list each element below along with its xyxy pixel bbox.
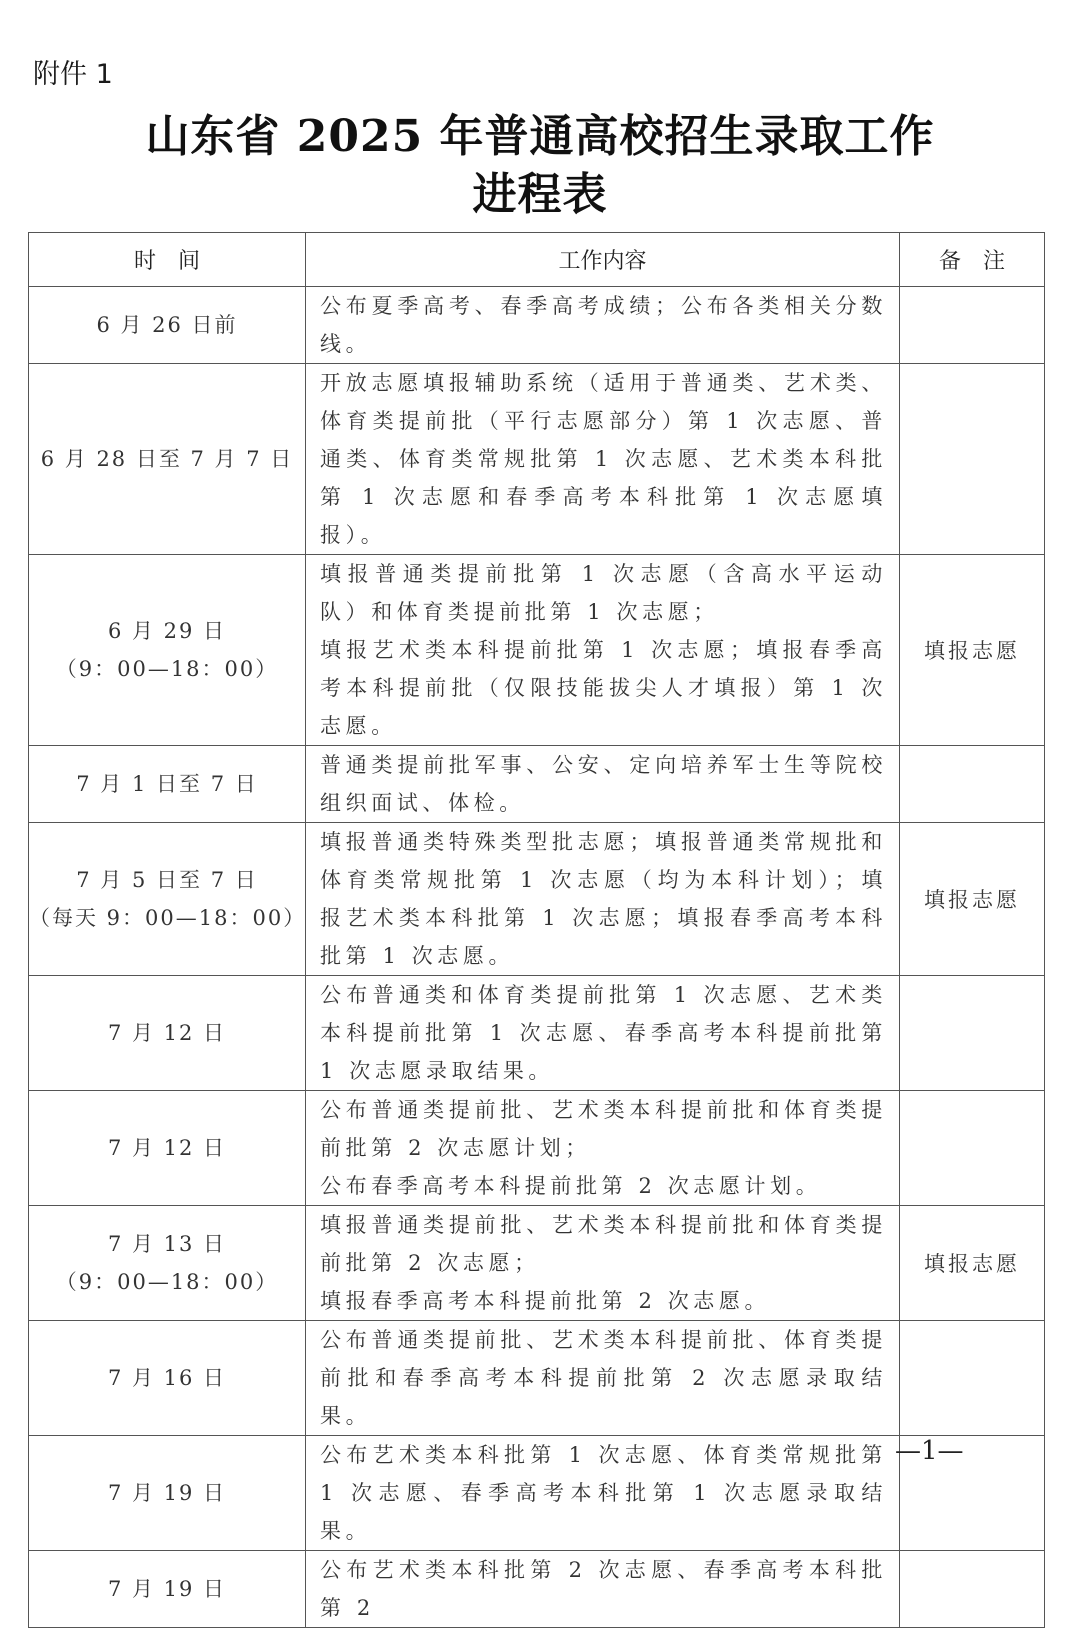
schedule-table bbox=[28, 232, 1045, 1628]
cell-content bbox=[306, 555, 900, 746]
time-line: 7 月 19 日 bbox=[107, 1577, 227, 1601]
table-row bbox=[29, 976, 1045, 1091]
cell-time bbox=[29, 1091, 306, 1206]
cell-content bbox=[306, 287, 900, 364]
time-line: 7 月 16 日 bbox=[107, 1366, 227, 1390]
cell-time bbox=[29, 364, 306, 555]
content-paragraph: 普通类提前批军事、公安、定向培养军士生等院校组织面试、体检。 bbox=[320, 753, 887, 815]
cell-note bbox=[900, 1551, 1045, 1628]
header-time: 时 间 bbox=[29, 233, 306, 287]
time-line: 7 月 12 日 bbox=[107, 1136, 227, 1160]
cell-time bbox=[29, 1436, 306, 1551]
table-row bbox=[29, 1321, 1045, 1436]
cell-content bbox=[306, 1436, 900, 1551]
time-line: （9：00—18：00） bbox=[55, 1270, 279, 1294]
cell-time bbox=[29, 555, 306, 746]
content-paragraph: 开放志愿填报辅助系统（适用于普通类、艺术类、体育类提前批（平行志愿部分）第 1 次志愿、普通类、体育类常规批第 1 次志愿、艺术类本科批第 1 次志愿和春季高考本科批第 1 次志愿填报）。 bbox=[320, 371, 887, 547]
header-content: 工作内容 bbox=[306, 233, 900, 287]
time-line: 7 月 13 日 bbox=[107, 1232, 227, 1256]
table-row bbox=[29, 1091, 1045, 1206]
table-row bbox=[29, 823, 1045, 976]
cell-content bbox=[306, 364, 900, 555]
content-paragraph: 填报艺术类本科提前批第 1 次志愿；填报春季高考本科提前批（仅限技能拔尖人才填报）第 1 次志愿。 bbox=[320, 638, 887, 738]
time-line: 7 月 12 日 bbox=[107, 1021, 227, 1045]
content-paragraph: 填报普通类提前批第 1 次志愿（含高水平运动队）和体育类提前批第 1 次志愿； bbox=[320, 562, 887, 624]
table-row bbox=[29, 555, 1045, 746]
table-row bbox=[29, 364, 1045, 555]
table-row bbox=[29, 287, 1045, 364]
time-line: 7 月 19 日 bbox=[107, 1481, 227, 1505]
content-paragraph: 公布普通类提前批、艺术类本科提前批和体育类提前批第 2 次志愿计划； bbox=[320, 1098, 887, 1160]
cell-note: 填报志愿 bbox=[900, 1206, 1045, 1321]
cell-time bbox=[29, 287, 306, 364]
cell-time bbox=[29, 823, 306, 976]
content-paragraph: 填报春季高考本科提前批第 2 次志愿。 bbox=[320, 1289, 771, 1313]
cell-content bbox=[306, 746, 900, 823]
time-line: 7 月 5 日至 7 日 bbox=[76, 868, 258, 892]
content-paragraph: 公布春季高考本科提前批第 2 次志愿计划。 bbox=[320, 1174, 822, 1198]
cell-time bbox=[29, 1551, 306, 1628]
document-title: 山东省 2025 年普通高校招生录取工作 bbox=[145, 111, 935, 162]
content-paragraph: 填报普通类提前批、艺术类本科提前批和体育类提前批第 2 次志愿； bbox=[320, 1213, 887, 1275]
cell-time bbox=[29, 1321, 306, 1436]
table-header-row bbox=[29, 233, 1045, 287]
cell-note bbox=[900, 976, 1045, 1091]
cell-content bbox=[306, 1551, 900, 1628]
table-row bbox=[29, 1206, 1045, 1321]
content-paragraph: 公布艺术类本科批第 2 次志愿、春季高考本科批第 2 bbox=[320, 1558, 887, 1620]
content-paragraph: 填报普通类特殊类型批志愿；填报普通类常规批和体育类常规批第 1 次志愿（均为本科计划）；填报艺术类本科批第 1 次志愿；填报春季高考本科批第 1 次志愿。 bbox=[320, 830, 887, 968]
table-row bbox=[29, 1551, 1045, 1628]
page-number: —1— bbox=[895, 1436, 964, 1466]
content-paragraph: 公布夏季高考、春季高考成绩；公布各类相关分数线。 bbox=[320, 294, 887, 356]
time-line: 6 月 29 日 bbox=[107, 619, 227, 643]
cell-time bbox=[29, 976, 306, 1091]
time-line: （每天 9：00—18：00） bbox=[29, 906, 307, 930]
time-line: 6 月 28 日至 7 月 7 日 bbox=[40, 447, 294, 471]
content-paragraph: 公布普通类和体育类提前批第 1 次志愿、艺术类本科提前批第 1 次志愿、春季高考本科提前批第 1 次志愿录取结果。 bbox=[320, 983, 887, 1083]
cell-content bbox=[306, 976, 900, 1091]
attachment-label: 附件 1 bbox=[33, 59, 113, 90]
table-row bbox=[29, 1436, 1045, 1551]
time-line: 7 月 1 日至 7 日 bbox=[76, 772, 258, 796]
table-row bbox=[29, 746, 1045, 823]
cell-content bbox=[306, 1321, 900, 1436]
cell-time bbox=[29, 746, 306, 823]
cell-note: 填报志愿 bbox=[900, 823, 1045, 976]
cell-note bbox=[900, 1091, 1045, 1206]
cell-note: 填报志愿 bbox=[900, 555, 1045, 746]
cell-content bbox=[306, 1206, 900, 1321]
cell-content bbox=[306, 823, 900, 976]
cell-note bbox=[900, 287, 1045, 364]
content-paragraph: 公布普通类提前批、艺术类本科提前批、体育类提前批和春季高考本科提前批第 2 次志愿录取结果。 bbox=[320, 1328, 887, 1428]
cell-time bbox=[29, 1206, 306, 1321]
cell-note bbox=[900, 746, 1045, 823]
cell-note bbox=[900, 364, 1045, 555]
cell-content bbox=[306, 1091, 900, 1206]
time-line: 6 月 26 日前 bbox=[96, 313, 238, 337]
time-line: （9：00—18：00） bbox=[55, 657, 279, 681]
content-paragraph: 公布艺术类本科批第 1 次志愿、体育类常规批第 1 次志愿、春季高考本科批第 1 次志愿录取结果。 bbox=[320, 1443, 887, 1543]
cell-note bbox=[900, 1321, 1045, 1436]
header-note: 备 注 bbox=[900, 233, 1045, 287]
document-title-line2: 进程表 bbox=[472, 169, 608, 220]
